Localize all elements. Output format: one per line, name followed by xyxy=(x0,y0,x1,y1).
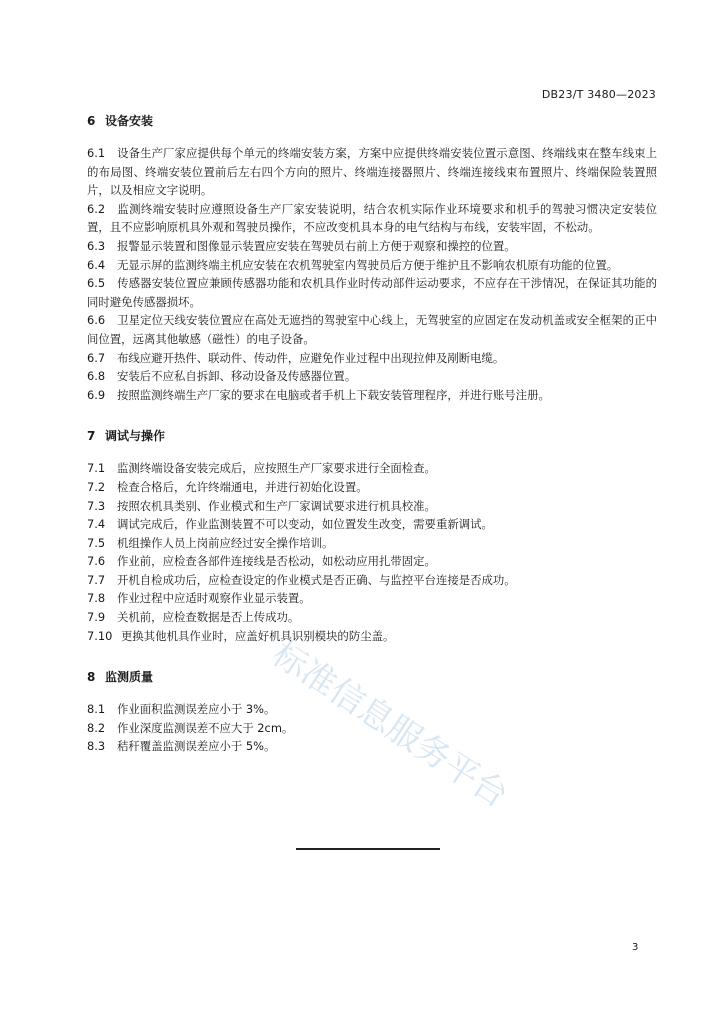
clause-6-8 xyxy=(87,367,657,386)
page-number: 3 xyxy=(632,942,639,953)
clause-6-5 xyxy=(87,274,657,311)
section-8 xyxy=(87,668,657,756)
clause-number: 6.5 xyxy=(87,276,106,291)
clause-7-10 xyxy=(87,627,657,646)
clause-8-3 xyxy=(87,737,657,756)
clause-text: 开机自检成功后，应检查设定的作业模式是否正确、与监控平台连接是否成功。 xyxy=(117,572,516,587)
section-title: 设备安装 xyxy=(105,114,154,128)
clause-text: 无显示屏的监测终端主机应安装在农机驾驶室内驾驶员后方便于维护且不影响农机原有功能的位置。 xyxy=(117,257,619,272)
section-number: 7 xyxy=(87,429,96,444)
clause-7-2 xyxy=(87,478,657,497)
clause-text: 传感器安装位置应兼顾传感器功能和农机具作业时传动部件运动要求，不应存在干涉情况，在保证其功能的同时避免传感器损坏。 xyxy=(87,276,657,309)
clause-number: 6.2 xyxy=(87,201,106,216)
clause-number: 7.4 xyxy=(87,517,106,532)
clause-6-2 xyxy=(87,200,657,237)
clause-text: 检查合格后，允许终端通电，并进行初始化设置。 xyxy=(117,479,368,494)
clause-number: 7.7 xyxy=(87,572,106,587)
clause-number: 7.8 xyxy=(87,591,106,606)
clause-number: 7.2 xyxy=(87,479,106,494)
section-number: 6 xyxy=(87,114,96,128)
clause-number: 6.7 xyxy=(87,350,106,365)
section-title: 监测质量 xyxy=(105,670,154,685)
standard-code: DB23/T 3480—2023 xyxy=(541,88,656,101)
clause-6-3 xyxy=(87,237,657,256)
end-of-document-line xyxy=(296,848,440,850)
clause-6-7 xyxy=(87,349,657,368)
clause-number: 6.6 xyxy=(87,313,106,328)
section-number: 8 xyxy=(87,670,96,685)
clause-text: 秸秆覆盖监测误差应小于 5%。 xyxy=(117,739,276,754)
clause-text: 设备生产厂家应提供每个单元的终端安装方案，方案中应提供终端安装位置示意图、终端线束在整车线束上的布局图、终端安装位置前后左右四个方向的照片、终端连接器照片、终端连接线束布置照片、终端保险装置照片，以及相应文字说明。 xyxy=(87,146,657,198)
clause-text: 安装后不应私自拆卸、移动设备及传感器位置。 xyxy=(117,369,357,384)
clause-7-1 xyxy=(87,459,657,478)
section-6 xyxy=(87,112,657,404)
clause-6-1 xyxy=(87,144,657,200)
clause-text: 布线应避开热件、联动件、传动件，应避免作业过程中出现拉伸及剐断电缆。 xyxy=(117,350,505,365)
clause-6-6 xyxy=(87,311,657,348)
clause-text: 调试完成后，作业监测装置不可以变动，如位置发生改变，需要重新调试。 xyxy=(117,517,493,532)
clause-7-4 xyxy=(87,515,657,534)
clause-number: 7.3 xyxy=(87,498,106,513)
clause-7-6 xyxy=(87,552,657,571)
section-7 xyxy=(87,427,657,645)
clause-number: 6.9 xyxy=(87,387,106,402)
section-heading xyxy=(87,668,657,686)
clause-text: 关机前，应检查数据是否上传成功。 xyxy=(117,610,300,625)
clause-number: 8.1 xyxy=(87,702,106,717)
clause-7-5 xyxy=(87,534,657,553)
clause-number: 6.3 xyxy=(87,238,106,253)
clause-number: 7.5 xyxy=(87,535,106,550)
clause-number: 7.1 xyxy=(87,461,106,476)
clause-6-4 xyxy=(87,256,657,275)
clause-text: 作业前，应检查各部件连接线是否松动，如松动应用扎带固定。 xyxy=(117,554,436,569)
clause-text: 按照农机具类别、作业模式和生产厂家调试要求进行机具校准。 xyxy=(117,498,436,513)
document-body xyxy=(87,112,657,756)
clause-number: 7.10 xyxy=(87,628,113,643)
clause-number: 6.1 xyxy=(87,146,106,160)
clause-6-9 xyxy=(87,386,657,405)
svg-text:标准信息服务平台: 标准信息服务平台 xyxy=(265,634,516,816)
clause-text: 监测终端设备安装完成后，应按照生产厂家要求进行全面检查。 xyxy=(117,461,436,476)
clause-8-1 xyxy=(87,700,657,719)
clause-number: 8.2 xyxy=(87,720,106,735)
section-heading xyxy=(87,427,657,445)
clause-number: 7.6 xyxy=(87,554,106,569)
clause-text: 按照监测终端生产厂家的要求在电脑或者手机上下载安装管理程序，并进行账号注册。 xyxy=(117,387,550,402)
clause-7-7 xyxy=(87,571,657,590)
clause-number: 8.3 xyxy=(87,739,106,754)
clause-text: 作业面积监测误差应小于 3%。 xyxy=(117,702,276,717)
clause-text: 卫星定位天线安装位置应在高处无遮挡的驾驶室中心线上，无驾驶室的应固定在发动机盖或安全框架的正中间位置，远离其他敏感（磁性）的电子设备。 xyxy=(87,313,657,346)
clause-text: 机组操作人员上岗前应经过安全操作培训。 xyxy=(117,535,334,550)
clause-number: 6.4 xyxy=(87,257,106,272)
section-heading xyxy=(87,112,657,130)
clause-8-2 xyxy=(87,719,657,738)
clause-text: 作业过程中应适时观察作业显示装置。 xyxy=(117,591,311,606)
clause-7-9 xyxy=(87,608,657,627)
clause-number: 7.9 xyxy=(87,610,106,625)
clause-7-8 xyxy=(87,589,657,608)
clause-text: 监测终端安装时应遵照设备生产厂家安装说明，结合农机实际作业环境要求和机手的驾驶习惯决定安装位置，且不应影响原机具外观和驾驶员操作，不应改变机具本身的电气结构与布线，安装牢固，不松动。 xyxy=(87,201,657,235)
clause-text: 报警显示装置和图像显示装置应安装在驾驶员右前上方便于观察和操控的位置。 xyxy=(117,238,516,253)
clause-text: 更换其他机具作业时，应盖好机具识别模块的防尘盖。 xyxy=(121,628,395,643)
section-title: 调试与操作 xyxy=(105,429,166,444)
clause-7-3 xyxy=(87,497,657,516)
clause-text: 作业深度监测误差不应大于 2cm。 xyxy=(117,720,294,735)
clause-number: 6.8 xyxy=(87,369,106,384)
